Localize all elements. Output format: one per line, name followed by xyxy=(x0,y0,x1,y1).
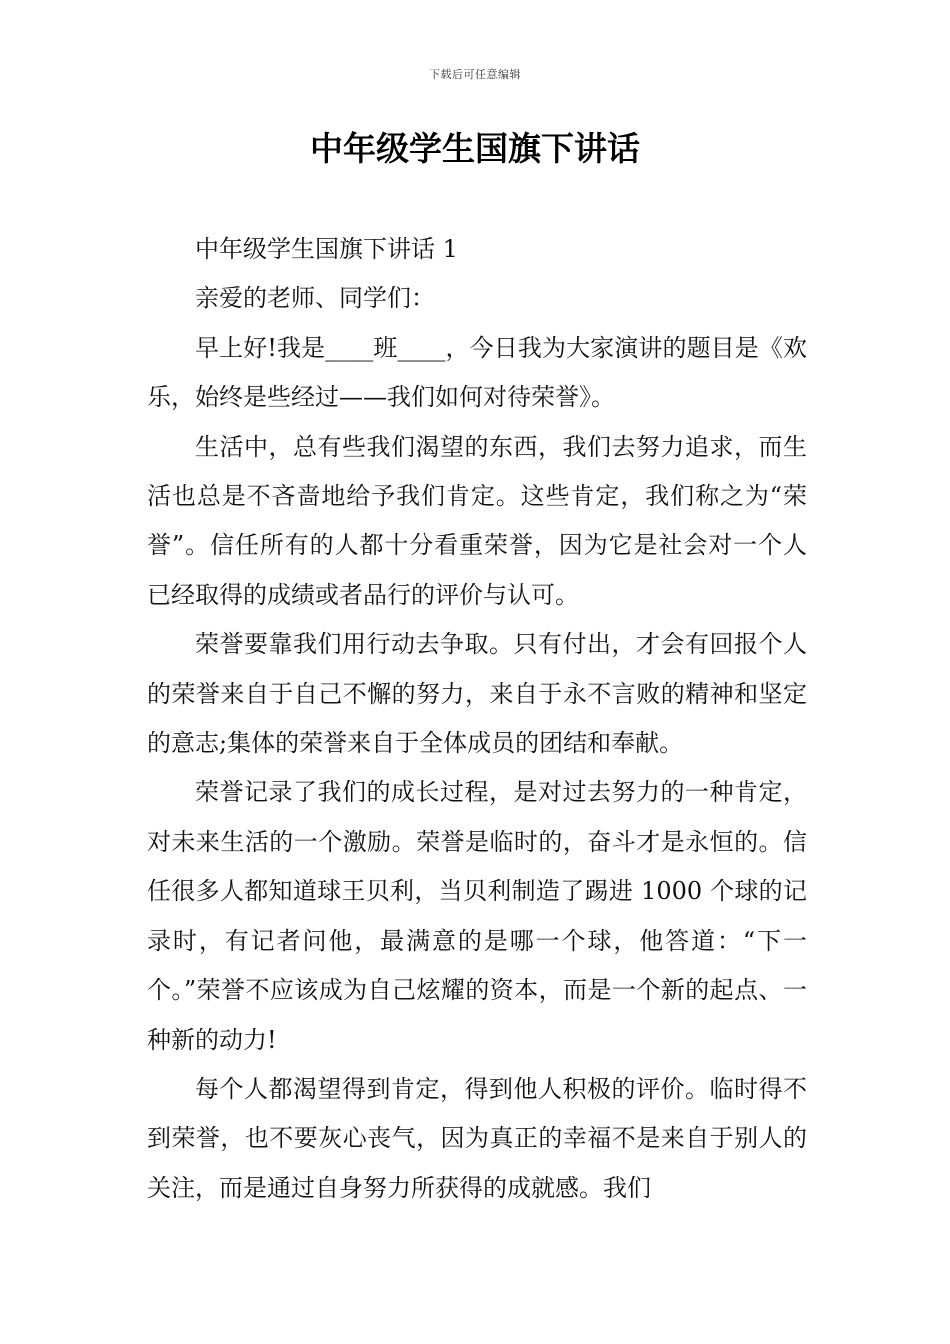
paragraph: 每个人都渴望得到肯定，得到他人积极的评价。临时得不到荣誉，也不要灰心丧气，因为真正的幸福不是来自于别人的关注，而是通过自身努力所获得的成就感。我们 xyxy=(147,1074,807,1202)
paragraph-salutation: 亲爱的老师、同学们： xyxy=(195,284,435,313)
paragraph: 早上好!我是____班____，今日我为大家演讲的题目是《欢乐，始终是些经过——我们如何对待荣誉》。 xyxy=(147,333,807,412)
paragraph: 生活中，总有些我们渴望的东西，我们去努力追求，而生活也总是不吝啬地给予我们肯定。这些肯定，我们称之为“荣誉”。信任所有的人都十分看重荣誉，因为它是社会对一个人已经取得的成绩或者品行的评价与认可。 xyxy=(147,432,807,609)
header-note: 下载后可任意编辑 xyxy=(429,68,521,81)
document-body xyxy=(147,225,807,1213)
paragraph: 荣誉要靠我们用行动去争取。只有付出，才会有回报个人的荣誉来自于自己不懈的努力，来自于永不言败的精神和坚定的意志;集体的荣誉来自于全体成员的团结和奉献。 xyxy=(147,630,807,758)
paragraph-heading: 中年级学生国旗下讲话 1 xyxy=(195,235,458,263)
paragraph: 荣誉记录了我们的成长过程，是对过去努力的一种肯定，对未来生活的一个激励。荣誉是临时的，奋斗才是永恒的。信任很多人都知道球王贝利，当贝利制造了踢进 1000 个球的记录时，有记者问他，最满意的是哪一个球，他答道：“下一个。”荣誉不应该成为自己炫耀的资本，而是一个新的起点、一种新的动力! xyxy=(147,778,807,1054)
document-title: 中年级学生国旗下讲话 xyxy=(310,129,640,168)
